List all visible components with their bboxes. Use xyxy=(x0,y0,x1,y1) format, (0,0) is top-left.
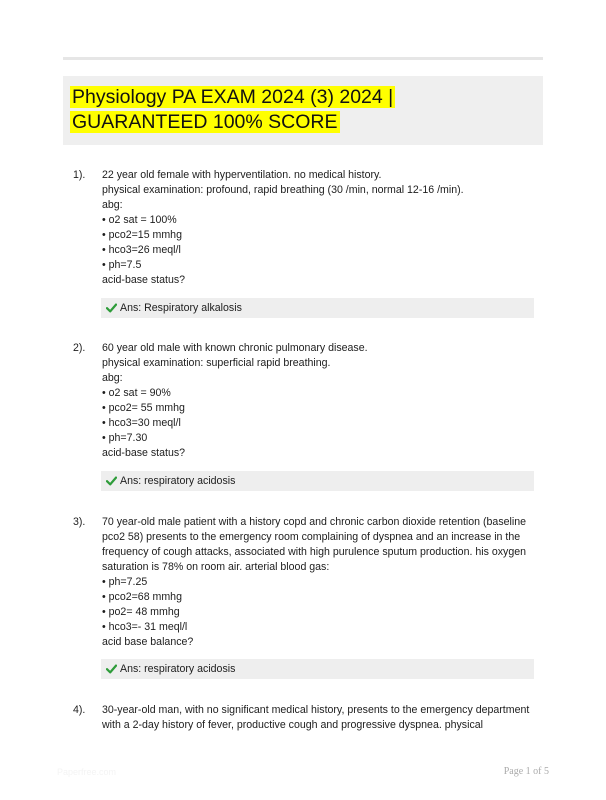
answer-box-1 xyxy=(101,298,534,318)
question-line: • pco2=15 mmhg xyxy=(102,229,182,241)
answer-text: Ans: respiratory acidosis xyxy=(120,475,236,487)
question-line: 60 year old male with known chronic pulmonary disease. xyxy=(102,342,368,354)
check-icon xyxy=(106,476,117,486)
footer-watermark: Paperfree.com xyxy=(57,767,117,777)
check-icon xyxy=(106,664,117,674)
question-line: abg: xyxy=(102,372,123,384)
question-line: acid-base status? xyxy=(102,274,186,286)
question-line: • hco3=- 31 meql/l xyxy=(102,621,188,633)
question-line: • o2 sat = 90% xyxy=(102,387,171,399)
title-banner xyxy=(63,76,543,145)
question-line: • pco2=68 mmhg xyxy=(102,591,182,603)
question-number: 1). xyxy=(73,169,86,181)
top-divider xyxy=(63,57,543,60)
question-text xyxy=(102,341,543,461)
page-title: Physiology PA EXAM 2024 (3) 2024 | GUARANTEED 100% SCORE xyxy=(72,86,394,133)
question-line: • o2 sat = 100% xyxy=(102,214,177,226)
question-paragraph: 70 year-old male patient with a history copd and chronic carbon dioxide retention (baseline pco2 58) presents to the emergency room complaining of dyspnea and an increase in the frequency of cough attacks, associated with high purulence sputum production. his oxygen saturation is 78% on room air. arterial blood gas: xyxy=(102,516,527,573)
answer-text: Ans: respiratory acidosis xyxy=(120,663,236,675)
answer-box-2 xyxy=(101,471,534,491)
question-line: acid base balance? xyxy=(102,636,194,648)
check-icon xyxy=(106,303,117,313)
question-line: acid-base status? xyxy=(102,447,186,459)
question-line: physical examination: profound, rapid breathing (30 /min, normal 12-16 /min). xyxy=(102,184,464,196)
question-line: 22 year old female with hyperventilation. no medical history. xyxy=(102,169,382,181)
question-line: abg: xyxy=(102,199,123,211)
question-text xyxy=(102,703,543,733)
question-paragraph: 30-year-old man, with no significant medical history, presents to the emergency department with a 2-day history of fever, productive cough and progressive dyspnea. physical xyxy=(102,704,530,731)
page-number: Page 1 of 5 xyxy=(503,766,549,777)
question-line: • pco2= 55 mmhg xyxy=(102,402,185,414)
answer-box-3 xyxy=(101,659,534,679)
question-line: • po2= 48 mmhg xyxy=(102,606,180,618)
question-line: physical examination: superficial rapid breathing. xyxy=(102,357,331,369)
answer-text: Ans: Respiratory alkalosis xyxy=(120,302,242,314)
question-number: 3). xyxy=(73,516,86,528)
question-text xyxy=(102,515,543,650)
question-line: • ph=7.25 xyxy=(102,576,148,588)
question-number: 2). xyxy=(73,342,86,354)
question-line: • hco3=30 meql/l xyxy=(102,417,181,429)
question-number: 4). xyxy=(73,704,86,716)
question-line: • ph=7.5 xyxy=(102,259,142,271)
question-line: • hco3=26 meql/l xyxy=(102,244,181,256)
question-text xyxy=(102,168,543,288)
question-line: • ph=7.30 xyxy=(102,432,148,444)
